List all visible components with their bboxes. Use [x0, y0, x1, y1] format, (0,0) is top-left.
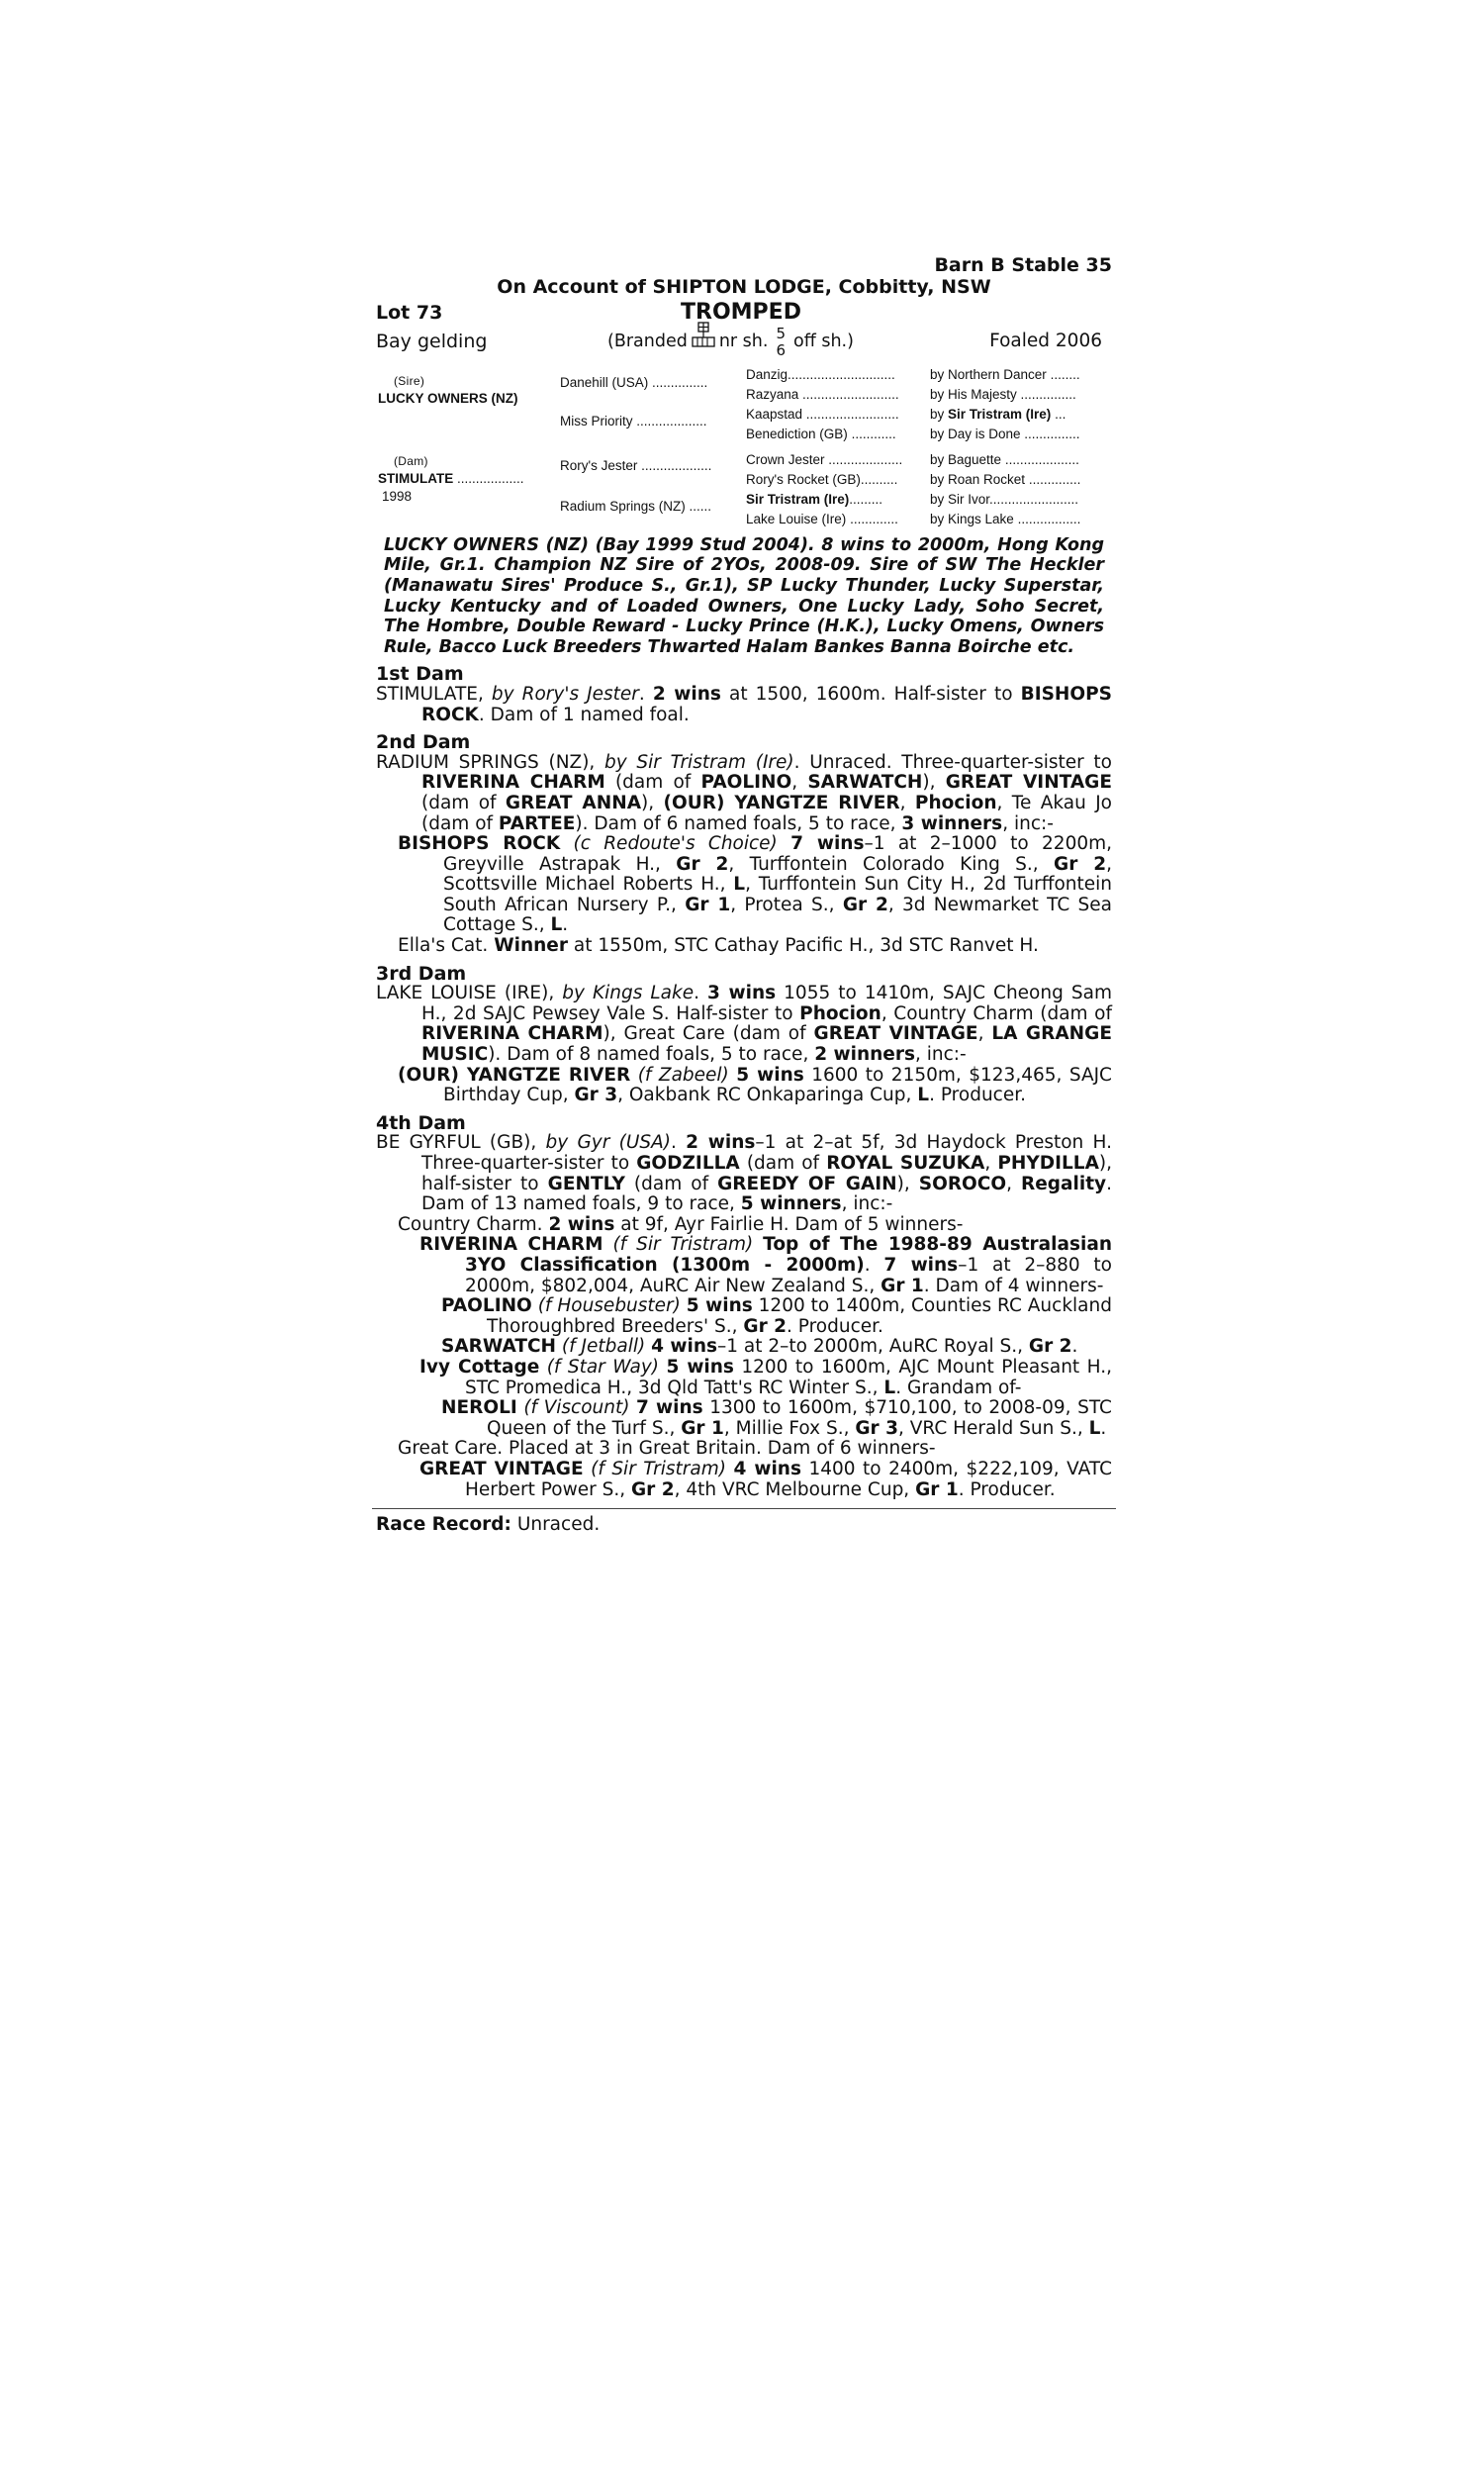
pedigree-g4-2: by His Majesty ...............	[930, 386, 1076, 402]
barn-stable: Barn B Stable 35	[934, 254, 1112, 276]
horse-description: Bay gelding	[376, 331, 488, 353]
neroli-entry: NEROLI (f Viscount) 7 wins 1300 to 1600m, $710,100, to 2008-09, STC Queen of the Turf S., Gr 1, Millie Fox S., Gr 3, VRC Herald Sun S., L.	[441, 1397, 1112, 1439]
pedigree-g2-1: Danehill (USA) ...............	[560, 374, 708, 390]
pedigree-g2-2: Miss Priority ...................	[560, 413, 707, 428]
pedigree-g3-1: Danzig.............................	[746, 366, 895, 382]
pedigree-g3-2: Razyana ..........................	[746, 386, 899, 402]
brand-near-side: nr sh.	[718, 332, 769, 352]
fourth-dam-heading: 4th Dam	[376, 1111, 466, 1134]
second-dam-heading: 2nd Dam	[376, 731, 471, 754]
pedigree-table	[376, 365, 1112, 525]
riverina-charm-entry: RIVERINA CHARM (f Sir Tristram) Top of The 1988-89 Australasian 3YO Classification (1300m - 2000m). 7 wins–1 at 2–880 to 2000m, $802,004, AuRC Air New Zealand S., Gr 1. Dam of 4 winners-	[419, 1234, 1112, 1296]
pedigree-g4-8: by Kings Lake .................	[930, 511, 1081, 526]
brand-fraction	[776, 326, 786, 359]
lot-number: Lot 73	[376, 302, 443, 325]
third-dam-progeny-1: (OUR) YANGTZE RIVER (f Zabeel) 5 wins 1600 to 2150m, $123,465, SAJC Birthday Cup, Gr 3, Oakbank RC Onkaparinga Cup, L. Producer.	[398, 1064, 1112, 1106]
race-record	[376, 1515, 1112, 1536]
dam-name: STIMULATE	[378, 470, 454, 486]
pedigree-g4-5: by Baguette ....................	[930, 451, 1079, 467]
brand-open: (Branded	[607, 332, 688, 352]
pedigree-g3-4: Benediction (GB) ............	[746, 426, 896, 441]
pedigree-g4-3: by Sir Tristram (Ire) ...	[930, 406, 1067, 422]
pedigree-g2-3: Rory's Jester ...................	[560, 457, 712, 473]
brand-off-side: off sh.)	[793, 332, 854, 352]
pedigree-g3-8: Lake Louise (Ire) .............	[746, 511, 898, 526]
dam-year: 1998	[382, 488, 413, 504]
sire-label: (Sire)	[394, 373, 425, 388]
pedigree-g4-4: by Day is Done ...............	[930, 426, 1080, 441]
brand-mark-icon	[692, 322, 715, 351]
great-vintage-entry: GREAT VINTAGE (f Sir Tristram) 4 wins 1400 to 2400m, $222,109, VATC Herbert Power S., Gr 2, 4th VRC Melbourne Cup, Gr 1. Producer.	[419, 1458, 1112, 1500]
pedigree-g3-6: Rory's Rocket (GB)..........	[746, 471, 898, 487]
pedigree-g2-4: Radium Springs (NZ) ......	[560, 498, 712, 514]
vendor-account: On Account of SHIPTON LODGE, Cobbitty, NSW	[497, 275, 991, 298]
description-line	[376, 326, 1112, 359]
dam-name-cell: STIMULATE ..................	[378, 470, 524, 486]
paolino-entry: PAOLINO (f Housebuster) 5 wins 1200 to 1400m, Counties RC Auckland Thoroughbred Breeders' S., Gr 2. Producer.	[441, 1295, 1112, 1337]
pedigree-g3-3: Kaapstad .........................	[746, 406, 899, 422]
sarwatch-entry: SARWATCH (f Jetball) 4 wins–1 at 2–to 2000m, AuRC Royal S., Gr 2.	[441, 1336, 1078, 1358]
second-dam-progeny-1: BISHOPS ROCK (c Redoute's Choice) 7 wins–1 at 2–1000 to 2200m, Greyville Astrapak H., Gr 2, Turffontein Colorado King S., Gr 2, Scottsville Michael Roberts H., L, Turffontein Sun City H., 2d Turffontein South African Nursery P., Gr 1, Protea S., Gr 2, 3d Newmarket TC Sea Cottage S., L.	[398, 833, 1113, 936]
first-dam-entry: STIMULATE, by Rory's Jester. 2 wins at 1500, 1600m. Half-sister to BISHOPS ROCK. Dam of 1 named foal.	[376, 683, 1112, 725]
race-record-value: Unraced.	[516, 1514, 601, 1536]
lot-line	[376, 300, 1112, 326]
section-divider	[372, 1508, 1116, 1509]
great-care-entry: Great Care. Placed at 3 in Great Britain. Dam of 6 winners-	[398, 1438, 936, 1460]
third-dam-entry: LAKE LOUISE (IRE), by Kings Lake. 3 wins 1055 to 1410m, SAJC Cheong Sam H., 2d SAJC Pewsey Vale S. Half-sister to Phocion, Country Charm (dam of RIVERINA CHARM), Great Care (dam of GREAT VINTAGE, LA GRANGE MUSIC). Dam of 8 named foals, 5 to race, 2 winners, inc:-	[376, 983, 1112, 1066]
sire-name: LUCKY OWNERS (NZ)	[378, 390, 518, 406]
first-dam-heading: 1st Dam	[376, 663, 464, 686]
horse-name: TROMPED	[681, 300, 801, 326]
pedigree-g3-5: Crown Jester ....................	[746, 451, 903, 467]
second-dam-progeny-2: Ella's Cat. Winner at 1550m, STC Cathay Pacific H., 3d STC Ranvet H.	[398, 935, 1039, 957]
brand-numerator: 5	[776, 324, 786, 342]
country-charm-entry: Country Charm. 2 wins at 9f, Ayr Fairlie H. Dam of 5 winners-	[398, 1213, 964, 1235]
ivy-cottage-entry: Ivy Cottage (f Star Way) 5 wins 1200 to 1600m, AJC Mount Pleasant H., STC Promedica H., 3d Qld Tatt's RC Winter S., L. Grandam of-	[419, 1356, 1112, 1398]
pedigree-g4-6: by Roan Rocket ..............	[930, 471, 1081, 487]
fourth-dam-entry: BE GYRFUL (GB), by Gyr (USA). 2 wins–1 at 2–at 5f, 3d Haydock Preston H. Three-quarter-sister to GODZILLA (dam of ROYAL SUZUKA, PHYDILLA), half-sister to GENTLY (dam of GREEDY OF GAIN), SOROCO, Regality. Dam of 13 named foals, 9 to race, 5 winners, inc:-	[376, 1132, 1113, 1215]
race-record-label: Race Record:	[376, 1514, 511, 1536]
catalogue-page	[376, 255, 1112, 1536]
pedigree-g4-1: by Northern Dancer ........	[930, 366, 1080, 382]
foaled-year: Foaled 2006	[989, 331, 1102, 352]
pedigree-g4-7: by Sir Ivor........................	[930, 491, 1079, 507]
pedigree-g3-7: Sir Tristram (Ire).........	[746, 491, 883, 507]
brand-info	[607, 326, 854, 359]
dam-label: (Dam)	[394, 453, 428, 468]
sire-summary: LUCKY OWNERS (NZ) (Bay 1999 Stud 2004). 8 wins to 2000m, Hong Kong Mile, Gr.1. Champion NZ Sire of 2YOs, 2008-09. Sire of SW The Heckler (Manawatu Sires' Produce S., Gr.1), SP Lucky Thunder, Lucky Superstar, Lucky Kentucky and of Loaded Owners, One Lucky Lady, Soho Secret, The Hombre, Double Reward - Lucky Prince (H.K.), Lucky Omens, Owners Rule, Bacco Luck Breeders Thwarted Halam Bankes Banna Boirche etc.	[384, 534, 1104, 657]
brand-denominator: 6	[776, 340, 786, 359]
third-dam-heading: 3rd Dam	[376, 962, 467, 985]
second-dam-entry: RADIUM SPRINGS (NZ), by Sir Tristram (Ire). Unraced. Three-quarter-sister to RIVERINA CHARM (dam of PAOLINO, SARWATCH), GREAT VINTAGE (dam of GREAT ANNA), (OUR) YANGTZE RIVER, Phocion, Te Akau Jo (dam of PARTEE). Dam of 6 named foals, 5 to race, 3 winners, inc:-	[376, 751, 1113, 834]
